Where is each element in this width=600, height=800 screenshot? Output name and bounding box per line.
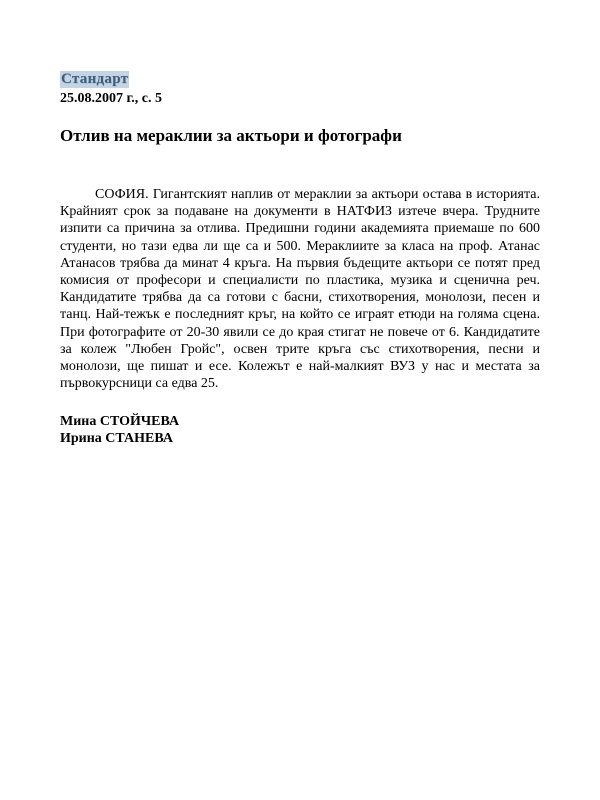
article-authors xyxy=(60,413,540,447)
article-page xyxy=(60,70,540,447)
publication-header xyxy=(60,70,540,107)
author-name: Мина СТОЙЧЕВА xyxy=(60,414,180,430)
publication-date-page: 25.08.2007 г., с. 5 xyxy=(60,91,162,106)
author-name: Ирина СТАНЕВА xyxy=(60,431,173,447)
article-headline: Отлив на мераклии за актьори и фотографи xyxy=(60,126,402,145)
article-body: СОФИЯ. Гигантският наплив от мераклии за актьори остава в историята. Крайният срок за подаване на документи в НАТФИЗ изтече вчера. Трудните изпити са причина за отлива. Предишни години академията приемаше по 600 студенти, но тази едва ли ще са и 500. Мераклиите за класа на проф. Атанас Атанасов трябва да минат 4 кръга. На първия бъдещите актьори се потят пред комисия от професори и специалисти по пластика, музика и сценична реч. Кандидатите трябва да са готови с басни, стихотворения, монолози, песен и танц. Най-тежък е последният кръг, на който се играят етюди на голяма сцена. При фотографите от 20-30 явили се до края стигат не повече от 6. Кандидатите за колеж "Любен Гройс", освен трите кръга със стихотворения, песни и монолози, ще пишат и есе. Колежът е най-малкият ВУЗ у нас и местата за първокурсници са едва 25. xyxy=(60,187,540,392)
standart-logo: Стандарт xyxy=(61,71,129,87)
